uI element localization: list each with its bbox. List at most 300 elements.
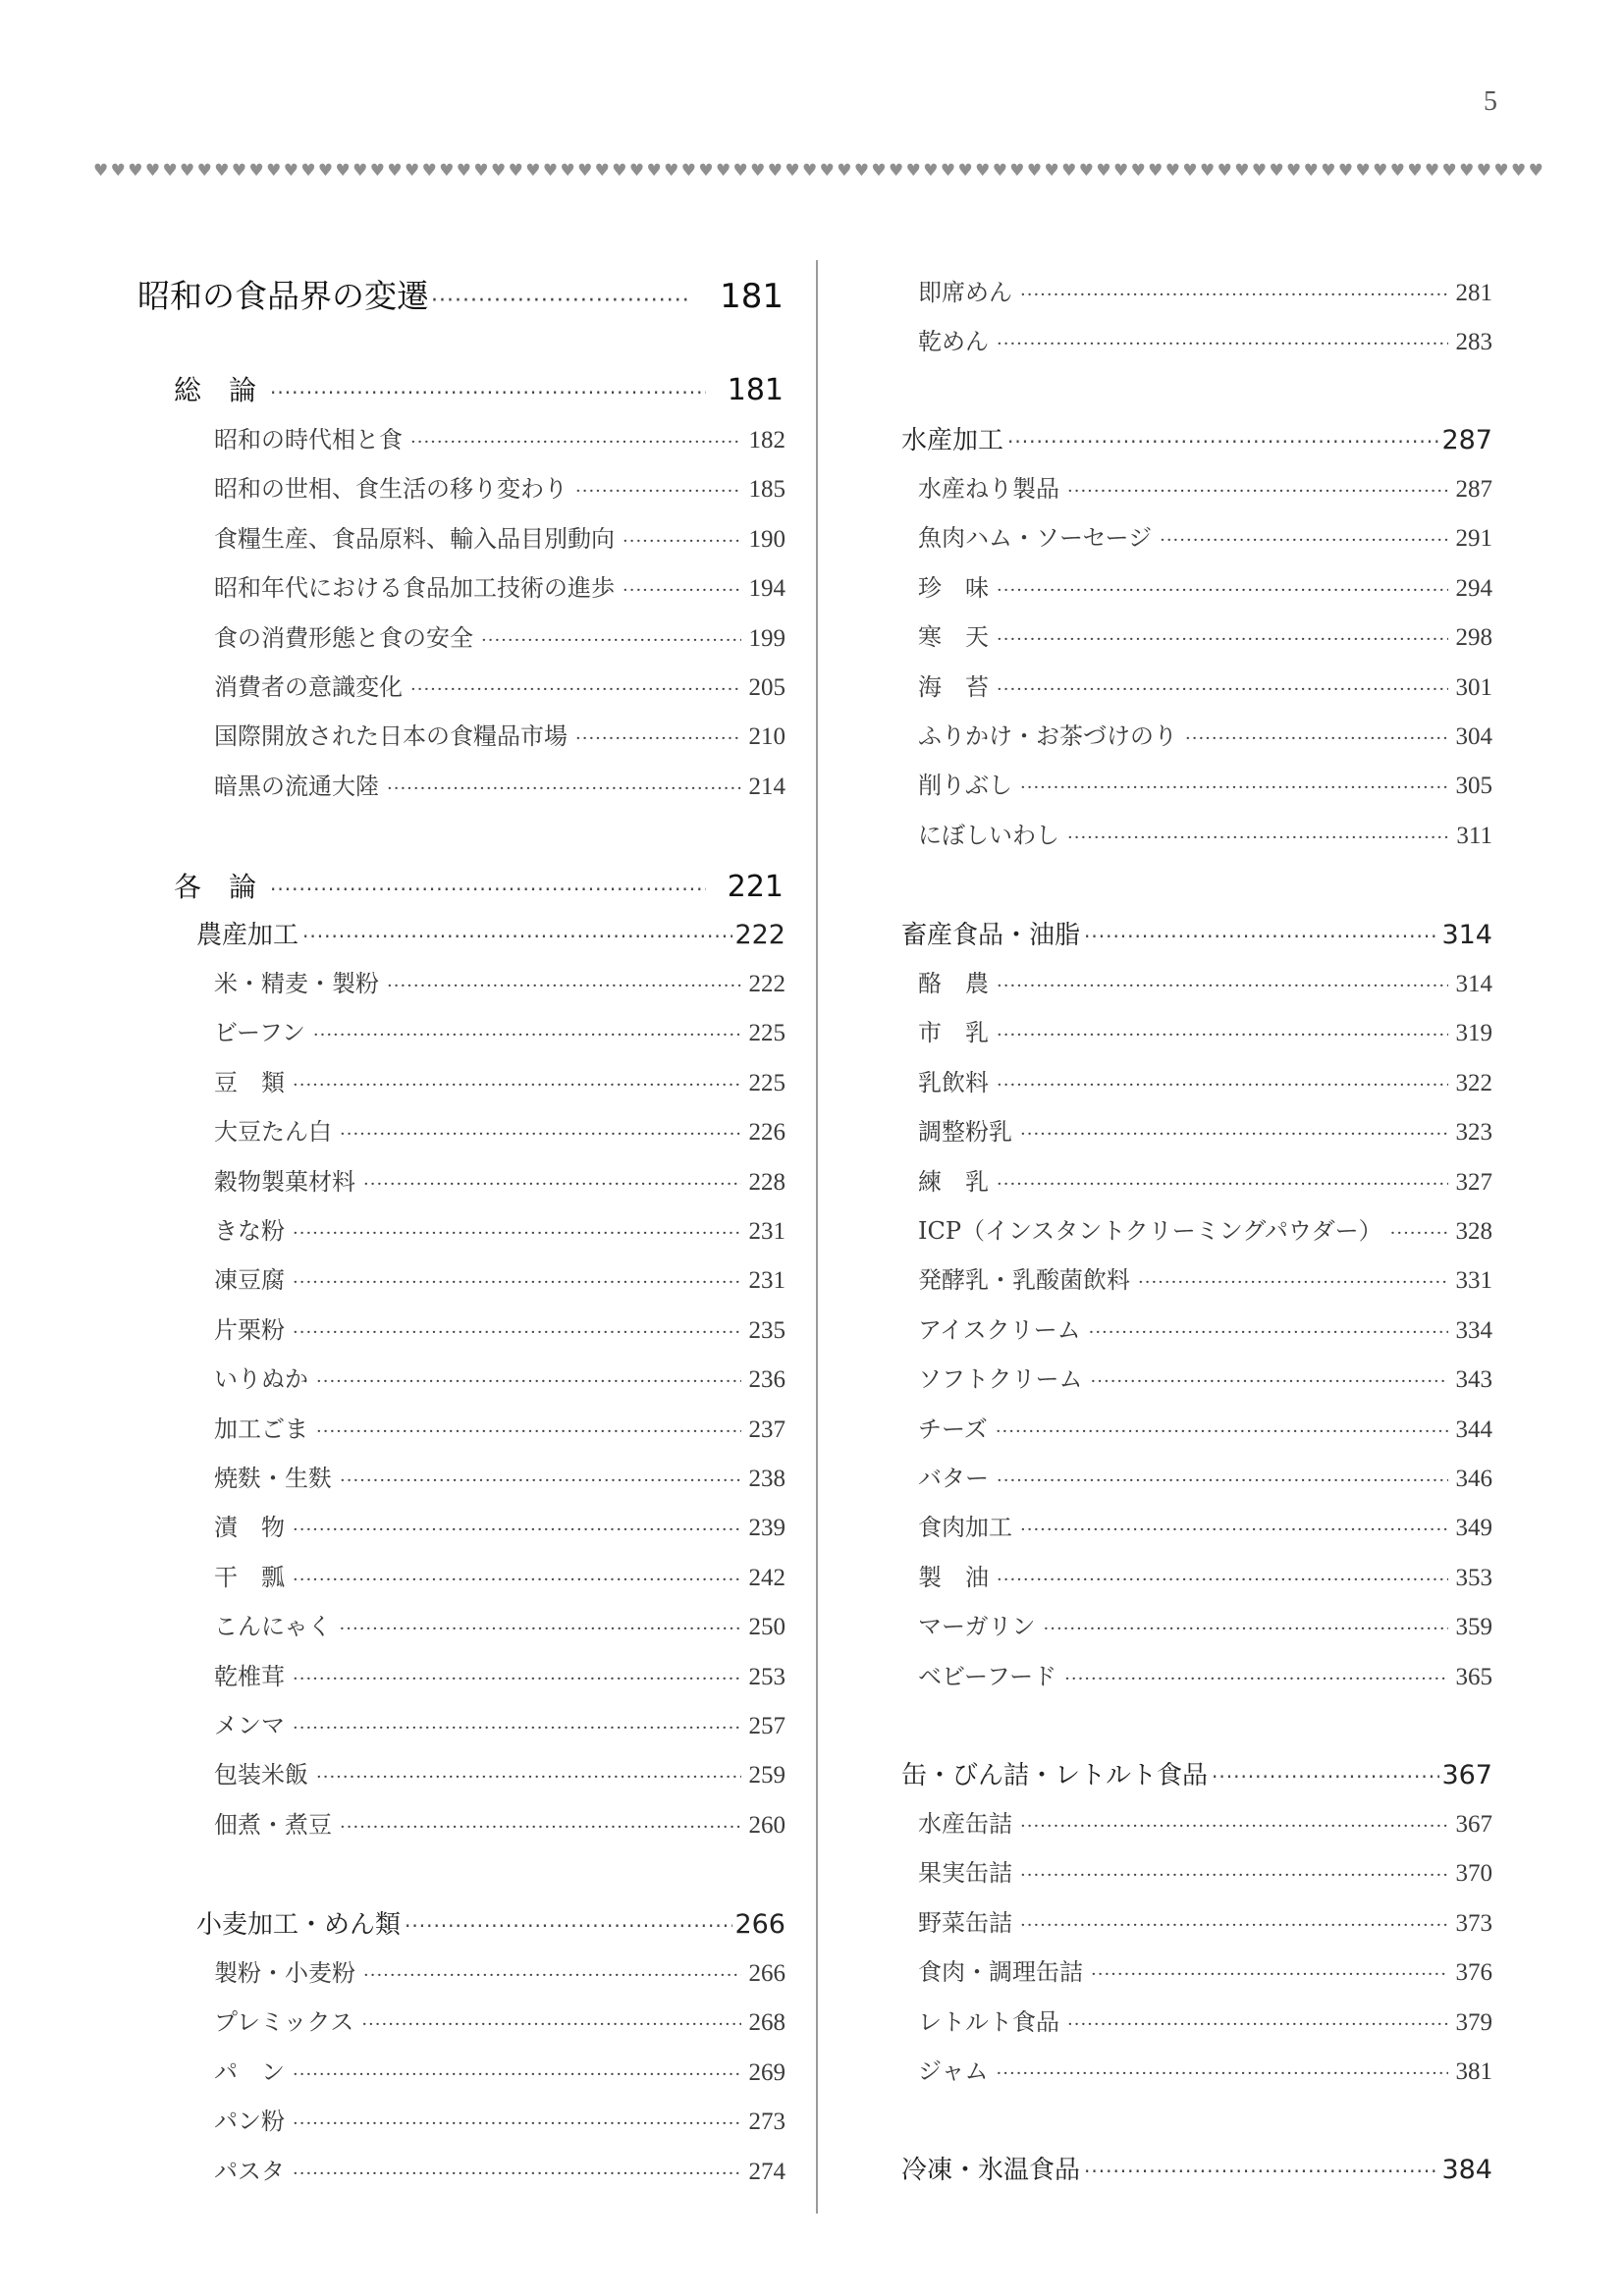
dot-leader xyxy=(431,289,690,313)
dot-leader xyxy=(410,679,741,700)
toc-entry[interactable] xyxy=(918,1112,1492,1147)
toc-entry-title: 冷凍・氷温食品 xyxy=(901,2156,1081,2185)
toc-entry-page: 194 xyxy=(748,575,785,603)
toc-entry-page: 327 xyxy=(1455,1168,1492,1196)
toc-entry-page: 273 xyxy=(748,2109,785,2136)
toc-entry-title: 水産缶詰 xyxy=(918,1810,1012,1838)
heart-icon: ♥ xyxy=(196,160,212,181)
dot-leader xyxy=(1020,1520,1448,1540)
toc-entry-page: 314 xyxy=(1455,971,1492,997)
heart-icon: ♥ xyxy=(612,160,627,181)
toc-section-heading[interactable] xyxy=(174,866,784,905)
toc-entry-title: 発酵乳・乳酸菌飲料 xyxy=(918,1266,1130,1295)
toc-subsection-heading[interactable] xyxy=(196,915,785,951)
toc-entry-title: 総 論 xyxy=(174,374,257,406)
toc-entry[interactable] xyxy=(214,1013,785,1047)
toc-entry-title: アイスクリーム xyxy=(918,1315,1081,1344)
toc-entry[interactable] xyxy=(214,667,785,702)
toc-entry-page: 231 xyxy=(748,1267,785,1295)
toc-entry[interactable] xyxy=(214,618,785,653)
toc-entry-title: 野菜缶詰 xyxy=(918,1908,1012,1937)
dot-leader xyxy=(270,878,706,901)
toc-entry-page: 250 xyxy=(748,1614,785,1641)
toc-subsection-heading[interactable] xyxy=(901,915,1492,951)
toc-entry-page: 239 xyxy=(748,1515,785,1542)
dot-leader xyxy=(997,976,1448,996)
heart-icon: ♥ xyxy=(300,160,316,181)
heart-icon: ♥ xyxy=(1407,160,1423,181)
toc-entry-page: 319 xyxy=(1455,1020,1492,1047)
dot-leader xyxy=(997,1570,1448,1590)
toc-entry[interactable] xyxy=(214,717,785,751)
toc-entry-page: 214 xyxy=(748,773,785,800)
heart-icon: ♥ xyxy=(1510,160,1527,181)
toc-entry-page: 222 xyxy=(734,920,785,950)
toc-entry[interactable] xyxy=(918,1410,1492,1444)
heart-icon: ♥ xyxy=(404,160,420,181)
toc-entry-page: 314 xyxy=(1441,920,1492,950)
dot-leader xyxy=(361,2014,740,2035)
toc-entry[interactable] xyxy=(214,767,785,801)
dot-leader xyxy=(1044,1619,1448,1639)
toc-entry-page: 298 xyxy=(1455,624,1492,652)
toc-entry-page: 274 xyxy=(748,2158,785,2185)
toc-entry-title: ビーフン xyxy=(214,1019,305,1047)
toc-entry[interactable] xyxy=(214,1755,785,1789)
heart-icon: ♥ xyxy=(664,160,679,181)
toc-entry[interactable] xyxy=(918,1360,1492,1394)
toc-entry-page: 291 xyxy=(1455,525,1492,553)
toc-entry[interactable] xyxy=(918,1607,1492,1641)
dot-leader xyxy=(1089,1322,1448,1343)
heart-icon: ♥ xyxy=(128,160,143,181)
dot-leader xyxy=(363,1174,741,1195)
dot-leader xyxy=(1091,1371,1448,1392)
toc-entry[interactable] xyxy=(918,518,1492,553)
toc-subsection-heading[interactable] xyxy=(901,2150,1492,2186)
toc-entry-page: 222 xyxy=(748,971,785,997)
heart-icon: ♥ xyxy=(387,160,403,181)
toc-entry[interactable] xyxy=(918,2052,1492,2086)
heart-icon: ♥ xyxy=(93,160,109,181)
toc-entry-page: 384 xyxy=(1441,2155,1492,2185)
toc-entry[interactable] xyxy=(214,519,785,554)
toc-entry-page: 349 xyxy=(1455,1515,1492,1542)
dot-leader xyxy=(1138,1272,1448,1293)
toc-entry-page: 344 xyxy=(1455,1415,1492,1443)
dot-leader xyxy=(1020,1816,1448,1837)
heart-icon: ♥ xyxy=(1459,160,1475,181)
heart-icon: ♥ xyxy=(957,160,973,181)
heart-icon: ♥ xyxy=(421,160,437,181)
heart-icon: ♥ xyxy=(1269,160,1284,181)
dot-leader xyxy=(405,1914,732,1938)
toc-entry-title: パスタ xyxy=(214,2157,285,2185)
toc-entry[interactable] xyxy=(214,1706,785,1740)
toc-entry-page: 266 xyxy=(748,1960,785,1987)
toc-entry[interactable] xyxy=(918,2002,1492,2037)
dot-leader xyxy=(996,1421,1448,1442)
heart-icon: ♥ xyxy=(1373,160,1388,181)
toc-entry-title: 海 苔 xyxy=(918,672,989,701)
toc-entry-page: 260 xyxy=(748,1811,785,1839)
toc-entry[interactable] xyxy=(918,469,1492,504)
toc-entry-title: 干 瓢 xyxy=(214,1563,285,1591)
toc-entry-page: 376 xyxy=(1455,1959,1492,1987)
heart-icon: ♥ xyxy=(369,160,385,181)
toc-entry-title: レトルト食品 xyxy=(918,2007,1059,2036)
heart-icon: ♥ xyxy=(439,160,455,181)
toc-entry-page: 343 xyxy=(1455,1366,1492,1394)
toc-entry-title: こんにゃく xyxy=(214,1613,332,1641)
heart-icon: ♥ xyxy=(1234,160,1250,181)
toc-entry-title: 乾めん xyxy=(918,328,989,356)
toc-entry[interactable] xyxy=(918,964,1492,998)
heart-icon: ♥ xyxy=(628,160,645,181)
dot-leader xyxy=(316,1421,741,1442)
toc-entry-title: 加工ごま xyxy=(214,1415,308,1443)
dot-leader xyxy=(302,925,732,948)
toc-entry-page: 359 xyxy=(1455,1614,1492,1641)
toc-entry-page: 331 xyxy=(1455,1267,1492,1295)
toc-entry-title: いりぬか xyxy=(214,1365,308,1394)
dot-leader xyxy=(997,1470,1448,1491)
toc-entry-title: 暗黒の流通大陸 xyxy=(214,772,379,800)
heart-icon: ♥ xyxy=(473,160,489,181)
toc-entry[interactable] xyxy=(214,1410,785,1444)
heart-icon: ♥ xyxy=(940,160,956,181)
toc-entry-page: 379 xyxy=(1455,2008,1492,2036)
toc-entry[interactable] xyxy=(918,1063,1492,1097)
toc-entry-page: 334 xyxy=(1455,1316,1492,1344)
dot-leader xyxy=(293,1718,741,1738)
toc-entry[interactable] xyxy=(214,2053,785,2087)
toc-entry-title: 国際開放された日本の食糧品市場 xyxy=(214,722,568,751)
toc-entry[interactable] xyxy=(918,1657,1492,1691)
toc-entry[interactable] xyxy=(214,1260,785,1295)
toc-entry[interactable] xyxy=(918,1162,1492,1197)
toc-entry[interactable] xyxy=(918,667,1492,702)
heart-icon: ♥ xyxy=(871,160,887,181)
toc-entry-page: 253 xyxy=(748,1663,785,1690)
toc-entry-page: 367 xyxy=(1455,1811,1492,1838)
toc-entry-title: 水産ねり製品 xyxy=(918,475,1059,503)
toc-entry-title: 食肉加工 xyxy=(918,1514,1012,1542)
dot-leader xyxy=(1020,285,1448,305)
toc-entry[interactable] xyxy=(918,717,1492,751)
toc-entry-title: 市 乳 xyxy=(918,1019,989,1047)
toc-section-heading[interactable] xyxy=(174,369,784,408)
dot-leader xyxy=(293,1223,741,1244)
toc-entry[interactable] xyxy=(918,1013,1492,1047)
toc-entry-title: ソフトクリーム xyxy=(918,1365,1083,1394)
toc-entry-page: 231 xyxy=(748,1218,785,1245)
toc-entry-title: きな粉 xyxy=(214,1217,285,1245)
toc-entry[interactable] xyxy=(918,766,1492,800)
dot-leader xyxy=(1067,481,1448,502)
dot-leader xyxy=(997,1025,1448,1045)
toc-entry-title: 削りぶし xyxy=(918,772,1012,800)
dot-leader xyxy=(575,481,741,502)
dot-leader xyxy=(997,1075,1448,1095)
toc-entry-page: 236 xyxy=(748,1366,785,1394)
heart-icon: ♥ xyxy=(1321,160,1336,181)
toc-main-heading[interactable] xyxy=(137,271,784,317)
dot-leader xyxy=(1067,828,1448,848)
toc-entry-title: チーズ xyxy=(918,1415,988,1443)
toc-entry[interactable] xyxy=(214,1657,785,1691)
toc-subsection-heading[interactable] xyxy=(901,1755,1492,1791)
toc-entry-page: 346 xyxy=(1455,1466,1492,1492)
page-number: 5 xyxy=(1484,86,1497,117)
heart-icon: ♥ xyxy=(1251,160,1268,181)
toc-entry[interactable] xyxy=(918,1558,1492,1592)
toc-entry-page: 268 xyxy=(748,2009,785,2037)
dot-leader xyxy=(340,1470,741,1491)
toc-entry[interactable] xyxy=(214,568,785,603)
dot-leader xyxy=(997,1174,1448,1195)
dot-leader xyxy=(1007,430,1439,454)
toc-entry-title: 消費者の意識変化 xyxy=(214,673,403,701)
toc-entry[interactable] xyxy=(214,1063,785,1097)
toc-entry-title: メンマ xyxy=(214,1712,285,1739)
toc-entry-page: 269 xyxy=(748,2058,785,2086)
toc-entry-title: 調整粉乳 xyxy=(918,1118,1012,1147)
heart-icon: ♥ xyxy=(560,160,575,181)
dot-leader xyxy=(340,1619,741,1639)
heart-icon: ♥ xyxy=(491,160,507,181)
toc-entry[interactable] xyxy=(214,420,785,454)
heart-icon: ♥ xyxy=(352,160,368,181)
heart-icon: ♥ xyxy=(1303,160,1319,181)
toc-entry-page: 304 xyxy=(1455,723,1492,750)
heart-icon: ♥ xyxy=(110,160,126,181)
dot-leader xyxy=(387,778,741,799)
dot-leader xyxy=(997,2063,1448,2084)
heart-icon: ♥ xyxy=(577,160,593,181)
toc-entry[interactable] xyxy=(918,1459,1492,1493)
heart-icon: ♥ xyxy=(1009,160,1025,181)
toc-entry-page: 365 xyxy=(1455,1663,1492,1690)
dot-leader xyxy=(316,1767,741,1788)
toc-entry-title: 製 油 xyxy=(918,1563,989,1591)
toc-entry-page: 322 xyxy=(1455,1069,1492,1096)
toc-entry-page: 257 xyxy=(748,1713,785,1739)
dot-leader xyxy=(316,1371,741,1392)
toc-entry[interactable] xyxy=(918,1310,1492,1345)
toc-entry-title: 片栗粉 xyxy=(214,1315,285,1344)
toc-entry-title: パン粉 xyxy=(214,2108,285,2136)
heart-icon: ♥ xyxy=(542,160,559,181)
toc-entry-page: 353 xyxy=(1455,1564,1492,1591)
toc-entry[interactable] xyxy=(918,273,1492,307)
toc-entry-page: 311 xyxy=(1456,822,1492,849)
toc-entry[interactable] xyxy=(214,469,785,504)
dot-leader xyxy=(481,630,741,651)
toc-entry[interactable] xyxy=(918,617,1492,652)
heart-icon: ♥ xyxy=(317,160,334,181)
toc-entry-page: 225 xyxy=(748,1069,785,1096)
heart-icon: ♥ xyxy=(853,160,870,181)
toc-entry[interactable] xyxy=(214,1805,785,1840)
toc-entry-page: 205 xyxy=(748,674,785,701)
heart-icon: ♥ xyxy=(992,160,1007,181)
dot-leader xyxy=(293,1322,741,1343)
toc-entry-title: ふりかけ・お茶づけのり xyxy=(918,722,1177,750)
toc-subsection-heading[interactable] xyxy=(901,420,1492,456)
heart-icon: ♥ xyxy=(1424,160,1440,181)
heart-icon: ♥ xyxy=(680,160,696,181)
dot-leader xyxy=(340,1817,741,1838)
dot-leader xyxy=(1020,1915,1448,1936)
dot-leader xyxy=(293,1520,741,1540)
dot-leader xyxy=(623,531,741,552)
dot-leader xyxy=(293,2064,741,2085)
toc-entry-page: 367 xyxy=(1441,1760,1492,1790)
toc-entry[interactable] xyxy=(214,2102,785,2136)
heart-icon: ♥ xyxy=(801,160,818,181)
heart-icon: ♥ xyxy=(1096,160,1111,181)
toc-entry-title: 即席めん xyxy=(918,279,1012,306)
toc-entry[interactable] xyxy=(918,322,1492,356)
toc-entry-page: 370 xyxy=(1455,1860,1492,1888)
toc-entry[interactable] xyxy=(214,2002,785,2037)
toc-entry-page: 259 xyxy=(748,1762,785,1789)
heart-icon: ♥ xyxy=(231,160,247,181)
toc-entry-title: ジャム xyxy=(918,2057,989,2085)
heart-icon: ♥ xyxy=(1528,160,1543,181)
dot-leader xyxy=(1064,1669,1447,1689)
toc-entry-page: 242 xyxy=(748,1564,785,1591)
dot-leader xyxy=(1084,925,1439,948)
heart-icon: ♥ xyxy=(214,160,230,181)
heart-icon: ♥ xyxy=(1148,160,1164,181)
heart-icon: ♥ xyxy=(144,160,161,181)
toc-entry[interactable] xyxy=(214,1558,785,1592)
toc-entry[interactable] xyxy=(214,1211,785,1246)
heart-icon: ♥ xyxy=(1389,160,1405,181)
heart-icon: ♥ xyxy=(819,160,835,181)
toc-entry[interactable] xyxy=(214,964,785,998)
heart-icon: ♥ xyxy=(162,160,178,181)
heart-icon: ♥ xyxy=(1026,160,1043,181)
dot-leader xyxy=(293,2113,741,2134)
dot-leader xyxy=(1185,728,1448,749)
toc-entry[interactable] xyxy=(918,1260,1492,1295)
dot-leader xyxy=(997,580,1448,601)
toc-entry[interactable] xyxy=(214,1953,785,1988)
heart-icon: ♥ xyxy=(923,160,939,181)
dot-leader xyxy=(1390,1223,1448,1244)
toc-entry-page: 294 xyxy=(1455,574,1492,602)
dot-leader xyxy=(1212,1765,1439,1789)
toc-entry-title: 穀物製菓材料 xyxy=(214,1167,355,1196)
dot-leader xyxy=(1020,777,1448,798)
toc-entry-title: 昭和年代における食品加工技術の進歩 xyxy=(214,574,615,603)
heart-icon: ♥ xyxy=(767,160,784,181)
toc-entry-title: 昭和の時代相と食 xyxy=(214,426,403,454)
toc-entry[interactable] xyxy=(214,2152,785,2186)
toc-entry-title: 豆 類 xyxy=(214,1068,285,1096)
toc-entry-page: 235 xyxy=(748,1316,785,1344)
toc-entry[interactable] xyxy=(918,816,1492,850)
dot-leader xyxy=(293,1669,741,1689)
toc-entry-page: 182 xyxy=(748,427,785,454)
toc-entry[interactable] xyxy=(214,1360,785,1394)
toc-entry-title: 食肉・調理缶詰 xyxy=(918,1958,1083,1987)
toc-entry[interactable] xyxy=(918,1903,1492,1938)
toc-entry-title: 寒 天 xyxy=(918,623,989,652)
heart-icon: ♥ xyxy=(646,160,662,181)
dot-leader xyxy=(623,580,741,601)
heart-icon: ♥ xyxy=(889,160,904,181)
toc-entry[interactable] xyxy=(918,568,1492,603)
heart-icon: ♥ xyxy=(785,160,800,181)
toc-entry-page: 301 xyxy=(1455,673,1492,701)
toc-entry-title: 包装米飯 xyxy=(214,1761,308,1789)
toc-entry[interactable] xyxy=(918,1211,1492,1246)
toc-entry[interactable] xyxy=(214,1162,785,1197)
heart-icon: ♥ xyxy=(525,160,541,181)
dot-leader xyxy=(293,2163,741,2184)
dot-leader xyxy=(293,1570,741,1590)
dot-leader xyxy=(1067,2014,1448,2035)
heart-icon: ♥ xyxy=(1476,160,1491,181)
heart-icon: ♥ xyxy=(1441,160,1457,181)
toc-entry-page: 281 xyxy=(1455,280,1492,306)
toc-entry-title: 製粉・小麦粉 xyxy=(214,1959,355,1987)
toc-entry-page: 328 xyxy=(1455,1218,1492,1245)
heart-icon: ♥ xyxy=(1182,160,1198,181)
toc-entry-page: 181 xyxy=(727,373,784,407)
heart-icon: ♥ xyxy=(456,160,472,181)
heart-icon: ♥ xyxy=(594,160,610,181)
toc-entry[interactable] xyxy=(214,1607,785,1641)
toc-entry[interactable] xyxy=(918,1952,1492,1987)
toc-entry[interactable] xyxy=(918,1853,1492,1888)
toc-entry[interactable] xyxy=(918,1804,1492,1839)
toc-entry-title: 各 論 xyxy=(174,871,257,903)
toc-entry-page: 305 xyxy=(1455,773,1492,800)
toc-entry-page: 287 xyxy=(1441,425,1492,455)
toc-entry[interactable] xyxy=(214,1310,785,1345)
toc-entry-page: 381 xyxy=(1455,2058,1492,2085)
heart-icon: ♥ xyxy=(1044,160,1059,181)
toc-entry-title: 水産加工 xyxy=(901,426,1004,455)
toc-entry[interactable] xyxy=(918,1508,1492,1542)
dot-leader xyxy=(997,629,1448,650)
toc-entry-title: 乳飲料 xyxy=(918,1068,989,1096)
toc-entry-page: 238 xyxy=(748,1466,785,1492)
toc-entry-page: 373 xyxy=(1455,1909,1492,1937)
toc-entry-title: 乾椎茸 xyxy=(214,1662,285,1690)
heart-icon: ♥ xyxy=(248,160,264,181)
toc-entry[interactable] xyxy=(214,1112,785,1147)
toc-entry-title: パ ン xyxy=(214,2057,285,2086)
heart-icon: ♥ xyxy=(266,160,282,181)
toc-entry-title: 小麦加工・めん類 xyxy=(196,1910,402,1940)
heart-icon: ♥ xyxy=(335,160,351,181)
dot-leader xyxy=(313,1025,741,1045)
dot-leader xyxy=(1160,530,1447,551)
heart-icon: ♥ xyxy=(975,160,991,181)
toc-subsection-heading[interactable] xyxy=(196,1904,785,1941)
toc-entry[interactable] xyxy=(214,1459,785,1493)
dot-leader xyxy=(997,334,1448,354)
toc-entry-page: 199 xyxy=(748,624,785,652)
heart-icon: ♥ xyxy=(508,160,523,181)
toc-entry[interactable] xyxy=(214,1508,785,1542)
